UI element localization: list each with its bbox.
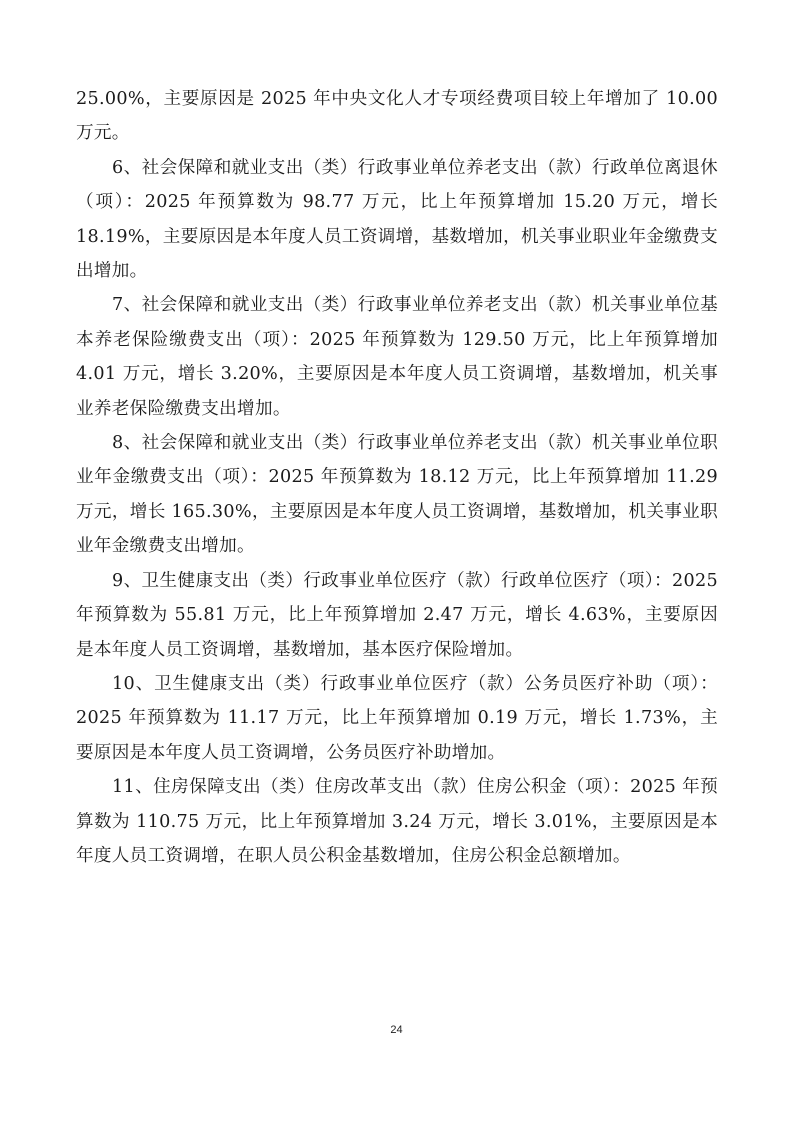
paragraph-item-11: 11、住房保障支出（类）住房改革支出（款）住房公积金（项）：2025 年预算数为 110.75 万元，比上年预算增加 3.24 万元，增长 3.01%，主要原因是本年度人员工资调增，在职人员公积金基数增加，住房公积金总额增加。 bbox=[76, 777, 718, 866]
paragraph-item-8: 8、社会保障和就业支出（类）行政事业单位养老支出（款）机关事业单位职业年金缴费支出（项）：2025 年预算数为 18.12 万元，比上年预算增加 11.29 万元，增长 165.30%，主要原因是本年度人员工资调增，基数增加，机关事业职业年金缴费支出增加。 bbox=[76, 433, 718, 557]
paragraph-item-7: 7、社会保障和就业支出（类）行政事业单位养老支出（款）机关事业单位基本养老保险缴费支出（项）：2025 年预算数为 129.50 万元，比上年预算增加 4.01 万元，增长 3.20%，主要原因是本年度人员工资调增，基数增加，机关事业养老保险缴费支出增加。 bbox=[76, 295, 718, 419]
page-number: 24 bbox=[390, 1024, 403, 1036]
paragraph-item-6: 6、社会保障和就业支出（类）行政事业单位养老支出（款）行政单位离退休（项）：2025 年预算数为 98.77 万元，比上年预算增加 15.20 万元，增长 18.19%，主要原因是本年度人员工资调增，基数增加，机关事业职业年金缴费支出增加。 bbox=[76, 157, 718, 282]
paragraph-item-10: 10、卫生健康支出（类）行政事业单位医疗（款）公务员医疗补助（项）：2025 年预算数为 11.17 万元，比上年预算增加 0.19 万元，增长 1.73%，主要原因是本年度人员工资调增，公务员医疗补助增加。 bbox=[76, 673, 718, 763]
document-body bbox=[76, 82, 718, 873]
paragraph-item-9: 9、卫生健康支出（类）行政事业单位医疗（款）行政单位医疗（项）：2025 年预算数为 55.81 万元，比上年预算增加 2.47 万元，增长 4.63%，主要原因是本年度人员工资调增，基数增加，基本医疗保险增加。 bbox=[76, 570, 718, 660]
paragraph-continuation: 25.00%，主要原因是 2025 年中央文化人才专项经费项目较上年增加了 10.00 万元。 bbox=[76, 89, 718, 144]
